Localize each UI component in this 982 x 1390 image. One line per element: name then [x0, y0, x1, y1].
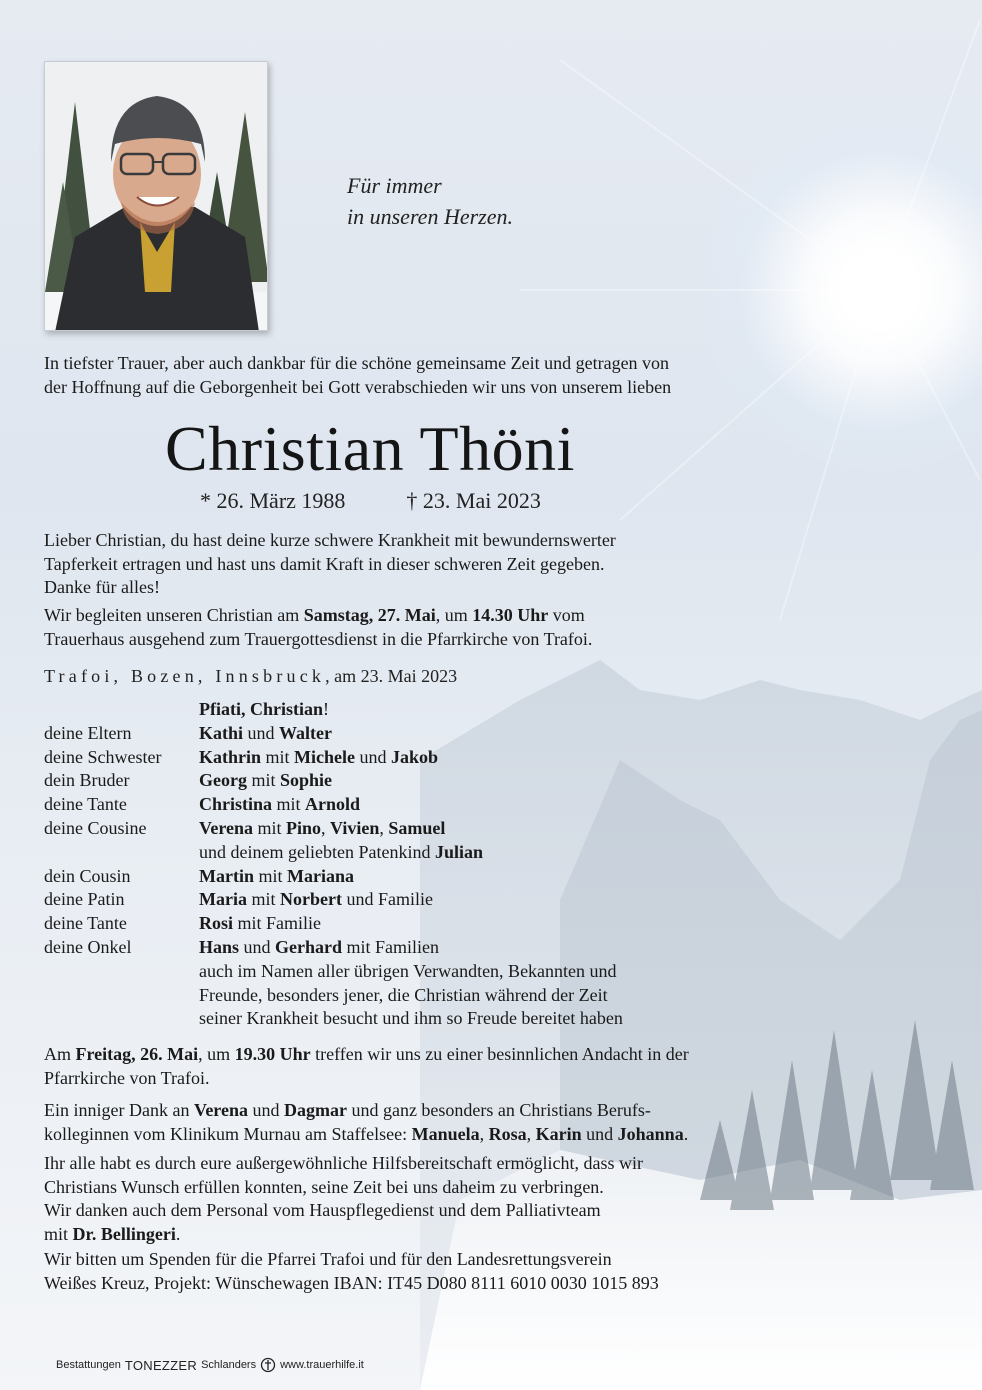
trauerhilfe-logo-icon	[260, 1357, 276, 1373]
family-row	[44, 722, 623, 746]
family-name: Samuel	[388, 817, 446, 838]
family-row	[44, 746, 623, 770]
connector: mit	[261, 746, 295, 767]
connector: mit Familie	[233, 913, 322, 934]
family-row	[44, 865, 623, 889]
family-list	[44, 698, 623, 1031]
message-line-3: Danke für alles!	[44, 577, 160, 597]
thanks-text: .	[683, 1123, 689, 1144]
connector: ,	[379, 817, 389, 838]
family-name: Hans	[199, 936, 240, 957]
family-row	[44, 817, 623, 841]
relation-label: deine Schwester	[44, 746, 162, 767]
family-name: Vivien	[330, 817, 380, 838]
thanks-name: Dagmar	[283, 1100, 347, 1120]
vigil-time: 19.30 Uhr	[234, 1044, 311, 1064]
farewell-tail: !	[323, 699, 329, 719]
vigil-line-2: Pfarrkirche von Trafoi.	[44, 1067, 210, 1088]
message-line-1: Lieber Christian, du hast deine kurze schwere Krankheit mit bewundernswerter	[44, 530, 616, 550]
family-row	[44, 793, 623, 817]
vigil-text: Am	[44, 1044, 76, 1064]
footer-prefix: Bestattungen	[56, 1359, 121, 1371]
funeral-info	[44, 604, 592, 651]
thanks-colleagues	[44, 1099, 688, 1146]
farewell-row	[44, 698, 623, 722]
thanks-text: und ganz besonders an Christians Berufs-	[346, 1100, 651, 1120]
funeral-text: vom	[548, 605, 585, 625]
family-name: Martin	[199, 865, 254, 886]
relation-label: dein Bruder	[44, 770, 130, 791]
intro-line-2: der Hoffnung auf die Geborgenheit bei Gott verabschieden wir uns von unserem lieben	[44, 376, 672, 397]
life-dates	[200, 488, 541, 514]
care-text: .	[175, 1223, 181, 1244]
relation-label: deine Tante	[44, 794, 127, 815]
family-row	[44, 888, 623, 912]
doctor-name: Dr. Bellingeri	[72, 1223, 176, 1244]
family-name: Sophie	[280, 770, 333, 791]
quote-line-1: Für immer	[347, 173, 442, 198]
thanks-text: ,	[526, 1123, 536, 1144]
care-line-2: Christians Wunsch erfüllen konnten, seine Zeit bei uns daheim zu verbringen.	[44, 1176, 604, 1197]
family-name: Arnold	[305, 794, 361, 815]
thanks-name: Verena	[193, 1100, 248, 1120]
family-name: Gerhard	[275, 936, 343, 957]
message-line-2: Tapferkeit ertragen und hast uns damit Kraft in dieser schweren Zeit gegeben.	[44, 553, 605, 574]
funeral-line-2: Trauerhaus ausgehend zum Trauergottesdienst in die Pfarrkirche von Trafoi.	[44, 628, 593, 649]
birth-date: * 26. März 1988	[200, 488, 346, 513]
family-name: Kathrin	[199, 746, 262, 767]
vigil-day: Freitag, 26. Mai	[75, 1044, 199, 1064]
intro-paragraph	[44, 352, 671, 399]
family-name: Jakob	[391, 746, 439, 767]
connector: und Familie	[341, 889, 433, 910]
relation-label: deine Onkel	[44, 936, 132, 957]
relation-label: deine Tante	[44, 913, 127, 934]
footer-url[interactable]: www.trauerhilfe.it	[280, 1359, 364, 1371]
family-row	[44, 769, 623, 793]
donation-info	[44, 1248, 659, 1295]
closing-row	[44, 984, 623, 1008]
family-name: Verena	[199, 817, 253, 838]
thanks-name: Johanna	[617, 1123, 684, 1144]
connector: mit	[253, 865, 287, 886]
family-name: Georg	[199, 770, 247, 791]
quote-line-2: in unseren Herzen.	[347, 204, 513, 229]
care-text: mit	[44, 1223, 73, 1244]
connector: und	[355, 746, 392, 767]
thanks-text: und	[581, 1123, 618, 1144]
relation-label: deine Patin	[44, 889, 125, 910]
connector: und deinem geliebten Patenkind	[199, 841, 435, 862]
thanks-text: Ein inniger Dank an	[44, 1100, 194, 1120]
family-name: Norbert	[280, 889, 342, 910]
vigil-info	[44, 1043, 689, 1090]
relation-label: dein Cousin	[44, 865, 131, 886]
connector: mit	[253, 817, 287, 838]
closing-line-3: seiner Krankheit besucht und ihm so Freude bereitet haben	[199, 1008, 623, 1029]
donation-line-1: Wir bitten um Spenden für die Pfarrei Trafoi und für den Landesrettungsverein	[44, 1249, 612, 1269]
family-name: Walter	[279, 722, 332, 743]
portrait-photo	[44, 61, 268, 331]
connector: und	[243, 722, 280, 743]
funeral-text: Wir begleiten unseren Christian am	[44, 605, 304, 625]
closing-line-1: auch im Namen aller übrigen Verwandten, Bekannten und	[199, 960, 617, 981]
family-name: Michele	[294, 746, 356, 767]
family-name: Pino	[286, 817, 322, 838]
places: Trafoi, Bozen, Innsbruck	[44, 666, 326, 686]
funeral-day: Samstag, 27. Mai	[303, 605, 436, 625]
donation-line-2: Weißes Kreuz, Projekt: Wünschewagen IBAN: IT45 D080 8111 6010 0030 1015 893	[44, 1272, 659, 1293]
family-row	[44, 912, 623, 936]
connector: mit	[272, 794, 306, 815]
thanks-care	[44, 1152, 643, 1246]
funeral-time: 14.30 Uhr	[472, 605, 549, 625]
family-row	[44, 936, 623, 960]
relation-label	[44, 841, 199, 865]
place-and-date	[44, 666, 457, 687]
care-line-3: Wir danken auch dem Personal vom Hauspflegedienst und dem Palliativteam	[44, 1200, 601, 1220]
vigil-text: treffen wir uns zu einer besinnlichen Andacht in der	[310, 1044, 689, 1064]
family-name: Julian	[434, 841, 483, 862]
care-line-1: Ihr alle habt es durch eure außergewöhnliche Hilfsbereitschaft ermöglicht, dass wir	[44, 1153, 643, 1173]
relation-label: deine Cousine	[44, 817, 147, 838]
family-name: Maria	[199, 889, 247, 910]
thanks-name: Manuela	[411, 1123, 480, 1144]
deceased-name: Christian Thöni	[165, 413, 575, 484]
connector: mit Familien	[342, 936, 440, 957]
personal-message	[44, 529, 616, 600]
thanks-text: ,	[479, 1123, 489, 1144]
thanks-text: und	[247, 1100, 284, 1120]
connector: und	[239, 936, 276, 957]
footer-brand: TONEZZER	[124, 1357, 198, 1373]
death-date: † 23. Mai 2023	[406, 488, 541, 513]
vigil-text: , um	[198, 1044, 235, 1064]
family-name: Christina	[199, 794, 273, 815]
footer-town: Schlanders	[201, 1359, 257, 1371]
memorial-quote	[347, 170, 513, 232]
footer	[56, 1357, 364, 1373]
family-name: Rosi	[199, 913, 234, 934]
closing-line-2: Freunde, besonders jener, die Christian während der Zeit	[199, 984, 608, 1005]
notice-date: , am 23. Mai 2023	[325, 666, 458, 686]
family-name: Kathi	[199, 722, 244, 743]
connector: ,	[321, 817, 331, 838]
thanks-name: Rosa	[488, 1123, 527, 1144]
closing-row	[44, 1007, 623, 1031]
family-name: Mariana	[287, 865, 354, 886]
closing-row	[44, 960, 623, 984]
relation-label: deine Eltern	[44, 722, 132, 743]
thanks-text: kolleginnen vom Klinikum Murnau am Staffelsee:	[44, 1123, 412, 1144]
connector: mit	[246, 889, 280, 910]
funeral-text: , um	[435, 605, 473, 625]
connector: mit	[246, 770, 280, 791]
farewell-text: Pfiati, Christian	[199, 699, 323, 719]
family-row	[44, 841, 623, 865]
thanks-name: Karin	[535, 1123, 582, 1144]
intro-line-1: In tiefster Trauer, aber auch dankbar für die schöne gemeinsame Zeit und getragen von	[44, 353, 670, 373]
